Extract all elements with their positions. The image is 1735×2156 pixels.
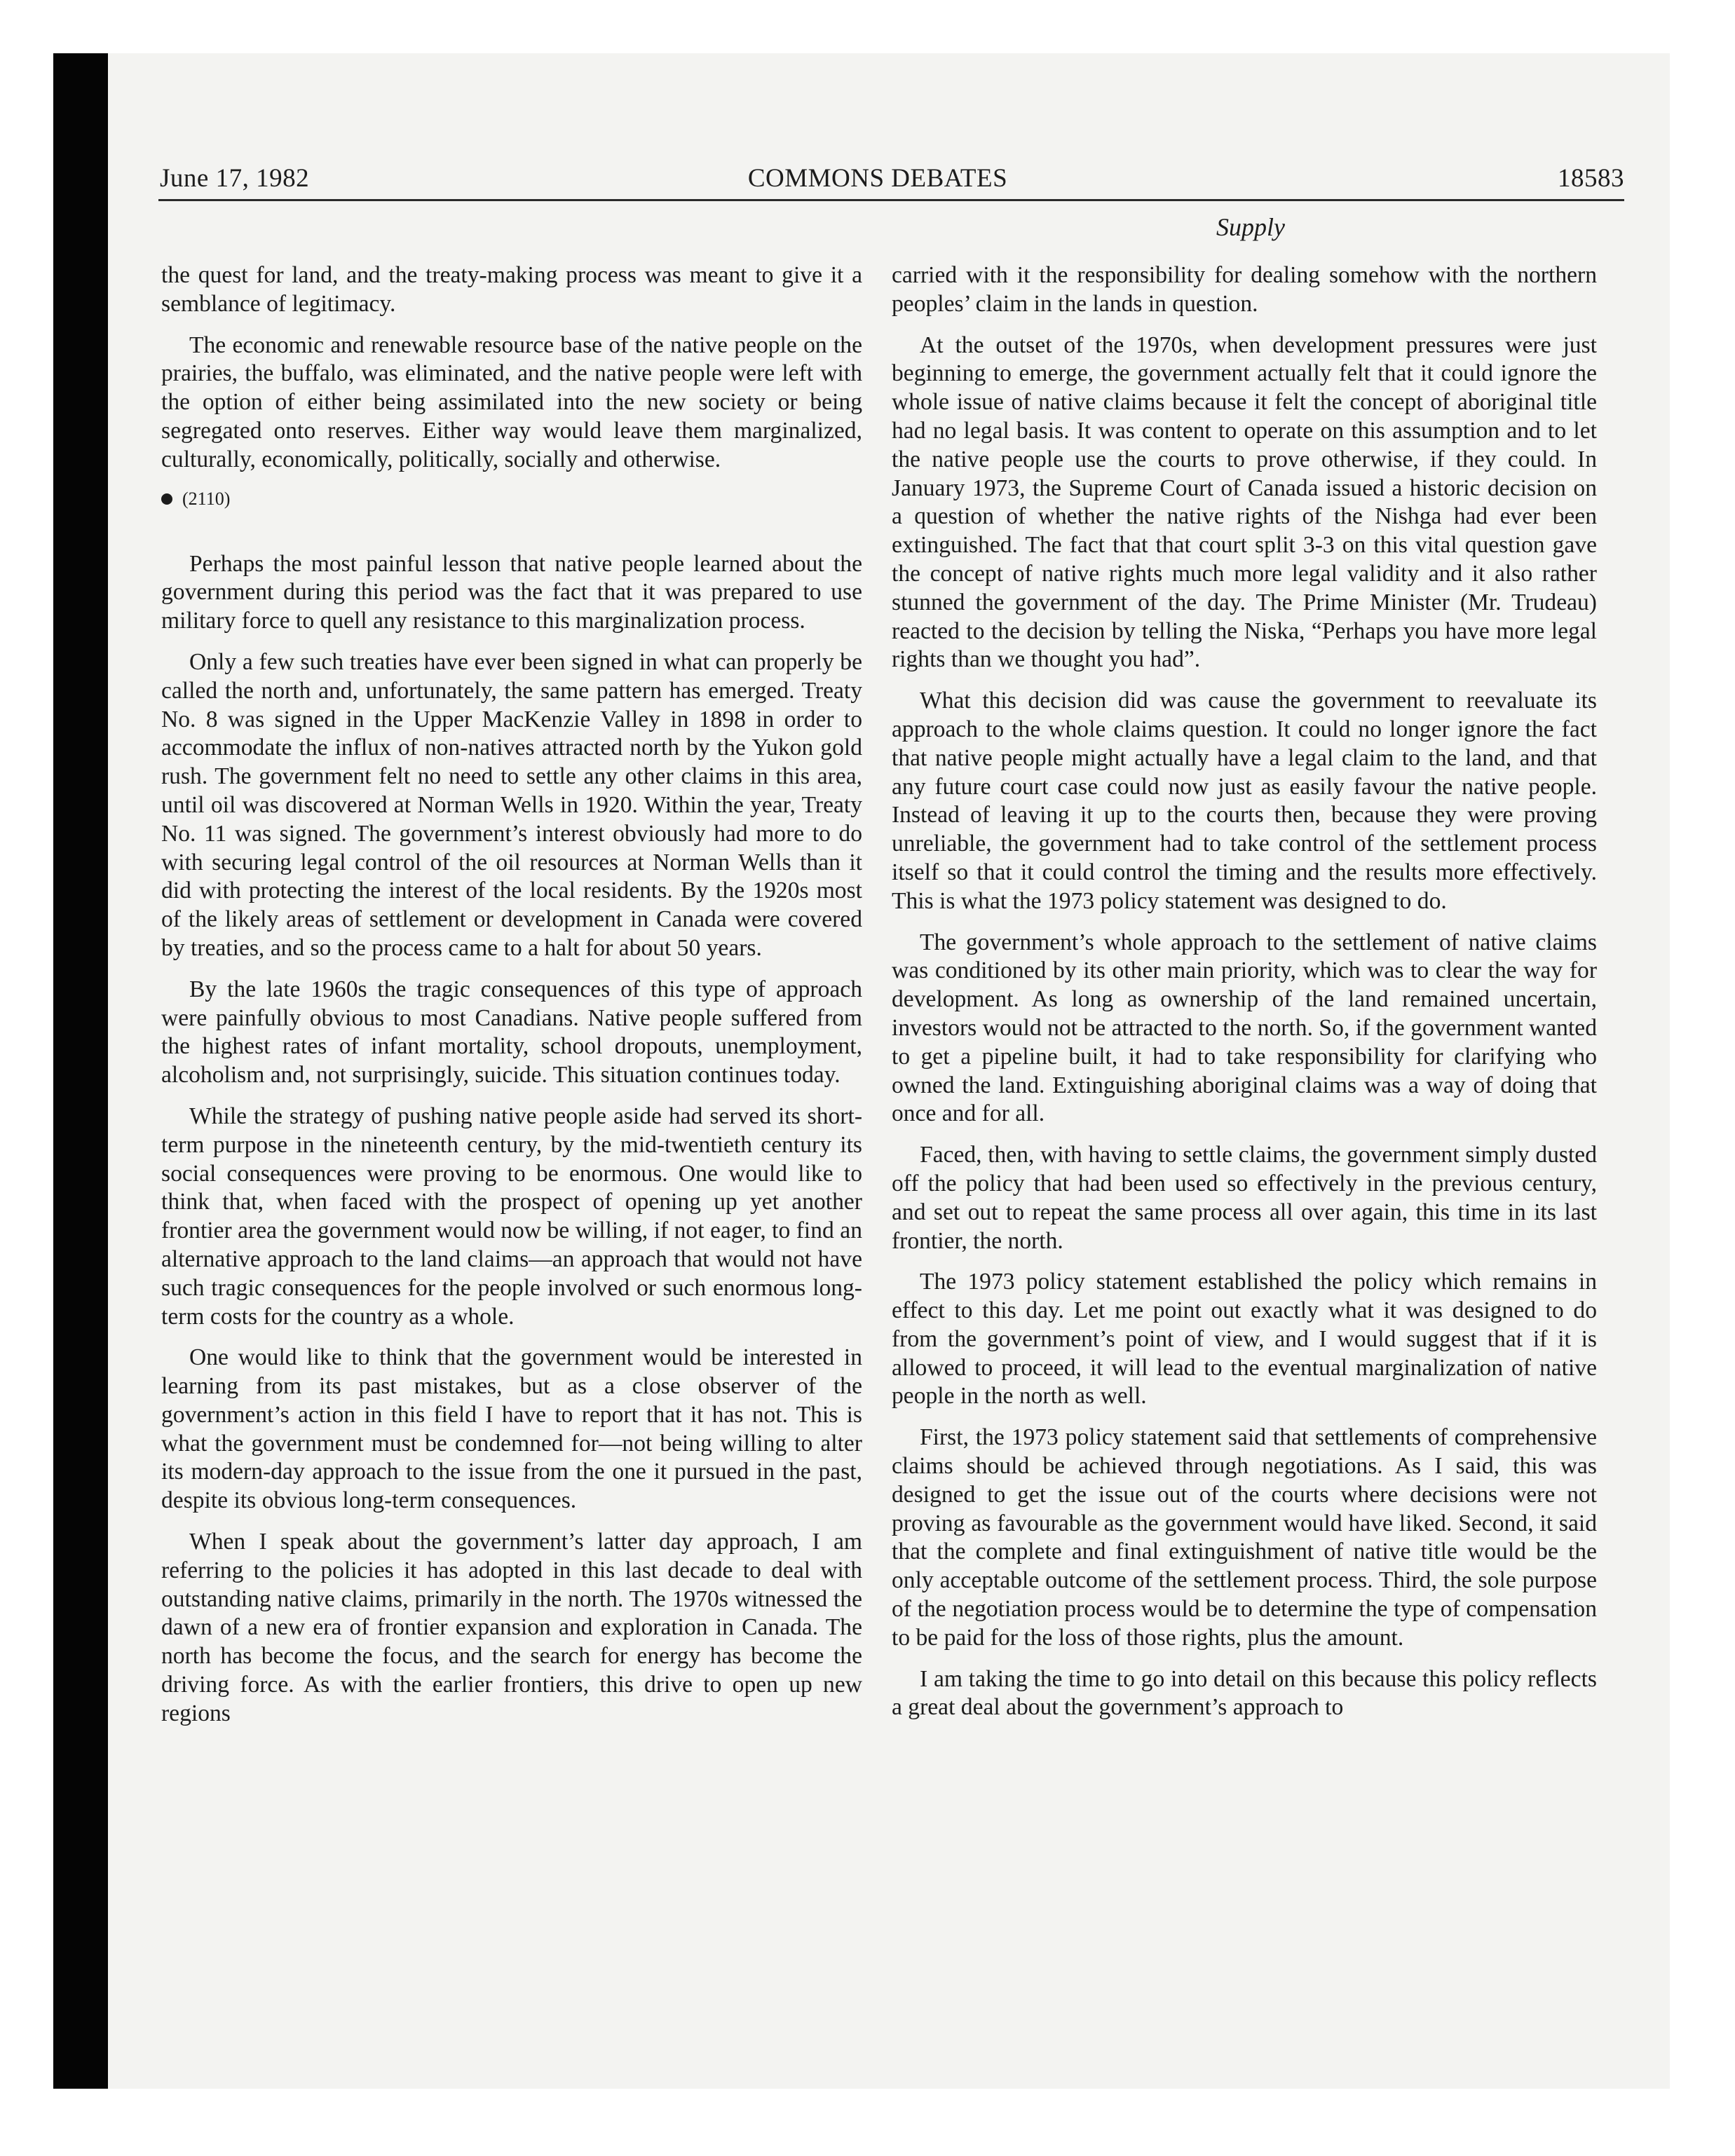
paragraph: One would like to think that the government would be interested in learning from its past mistakes, but as a close observer of the government’s action in this field I have to report that it has not. This is what the government must be condemned for—not being willing to alter its modern-day approach to the issue from the one it pursued in the past, despite its obvious long-term consequences. [161,1344,862,1514]
paragraph: Perhaps the most painful lesson that native people learned about the government during this period was the fact that it was prepared to use military force to quell any resistance to this marginalization process. [161,550,862,634]
section-title: Supply [1216,213,1285,241]
header-page-number: 18583 [1558,164,1624,193]
right-column [892,261,1597,1735]
paragraph: First, the 1973 policy statement said that settlements of comprehensive claims should be achieved through negotiations. As I said, this was designed to get the issue out of the courts where decisions were not proving as favourable as the government would have liked. Second, it said that the complete and final extinguishment of native title would be the only acceptable outcome of the settlement process. Third, the sole purpose of the negotiation process would be to determine the type of compensation to be paid for the loss of those rights, plus the amount. [892,1424,1597,1651]
paragraph: I am taking the time to go into detail on this because this policy reflects a great deal about the government’s approach to [892,1665,1597,1721]
paragraph: Faced, then, with having to settle claims, the government simply dusted off the policy that had been used so effectively in the previous century, and set out to repeat the same process all over again, this time in its last frontier, the north. [892,1142,1597,1254]
paragraph: carried with it the responsibility for dealing somehow with the northern peoples’ claim in the lands in question. [892,262,1597,317]
bullet-icon [161,493,172,505]
time-marker-label: (2110) [182,488,231,509]
header-date: June 17, 1982 [160,164,310,193]
paragraph: At the outset of the 1970s, when development pressures were just beginning to emerge, the government actually felt that it could ignore the whole issue of native claims because it felt the concept of aboriginal title had no legal basis. It was content to operate on this assumption and to let the native people use the courts to prove otherwise, if they could. In January 1973, the Supreme Court of Canada issued a historic decision on a question of whether the native rights of the Nishga had ever been extinguished. The fact that that court split 3-3 on this vital question gave the concept of native rights much more legal validity and it also rather stunned the government of the day. The Prime Minister (Mr. Trudeau) reacted to the decision by telling the Niska, “Perhaps you have more legal rights than we thought you had”. [892,332,1597,673]
header-rule [158,199,1624,201]
paragraph: The government’s whole approach to the settlement of native claims was conditioned by its other main priority, which was to clear the way for development. As long as ownership of the land remained uncertain, investors would not be attracted to the north. So, if the government wanted to get a pipeline built, it had to take responsibility for clarifying who owned the land. Extinguishing aboriginal claims was a way of doing that once and for all. [892,929,1597,1127]
header-title: COMMONS DEBATES [747,164,1008,193]
paragraph: Only a few such treaties have ever been signed in what can properly be called the north and, unfortunately, the same pattern has emerged. Treaty No. 8 was signed in the Upper MacKenzie Valley in 1898 in order to accommodate the influx of non-natives attracted north by the Yukon gold rush. The government felt no need to settle any other claims in this area, until oil was discovered at Norman Wells in 1920. Within the year, Treaty No. 11 was signed. The government’s interest obviously had more to do with securing legal control of the oil resources at Norman Wells than it did with protecting the interest of the local residents. By the 1920s most of the likely areas of settlement or development in Canada were covered by treaties, and so the process came to a halt for about 50 years. [161,648,862,961]
binding-shadow [53,53,108,2089]
paragraph: When I speak about the government’s latter day approach, I am referring to the policies it has adopted in this last decade to deal with outstanding native claims, primarily in the north. The 1970s witnessed the dawn of a new era of frontier expansion and exploration in Canada. The north has become the focus, and the search for energy has become the driving force. As with the earlier frontiers, this drive to open up new regions [161,1529,862,1726]
paragraph: The 1973 policy statement established the policy which remains in effect to this day. Let me point out exactly what it was designed to do from the government’s point of view, and I would suggest that if it is allowed to proceed, it will lead to the eventual marginalization of native people in the north as well. [892,1269,1597,1410]
paragraph: The economic and renewable resource base of the native people on the prairies, the buffalo, was eliminated, and the native people were left with the option of either being assimilated into the new society or being segregated onto reserves. Either way would leave them marginalized, culturally, economically, politically, socially and otherwise. [161,332,862,472]
paragraph: By the late 1960s the tragic consequences of this type of approach were painfully obvious to most Canadians. Native people suffered from the highest rates of infant mortality, school dropouts, unemployment, alcoholism and, not surprisingly, suicide. This situation continues today. [161,976,862,1089]
left-column [161,261,862,1741]
paragraph: While the strategy of pushing native people aside had served its short-term purpose in the nineteenth century, by the mid-twentieth century its social consequences were proving to be enormous. One would like to think that, when faced with the prospect of opening up yet another frontier area the government would now be willing, if not eager, to find an alternative approach to the land claims—an approach that would not have such tragic consequences for the people involved or such enormous long-term costs for the country as a whole. [161,1103,862,1330]
paragraph: the quest for land, and the treaty-making process was meant to give it a semblance of legitimacy. [161,262,862,317]
paragraph: What this decision did was cause the government to reevaluate its approach to the whole claims question. It could no longer ignore the fact that native people might actually have a legal claim to the land, and that any future court case could now just as easily favour the native people. Instead of leaving it up to the courts then, because they were proving unreliable, the government had to take control of the settlement process itself so that it could control the timing and the results more effectively. This is what the 1973 policy statement was designed to do. [892,688,1597,914]
time-marker [161,487,862,511]
